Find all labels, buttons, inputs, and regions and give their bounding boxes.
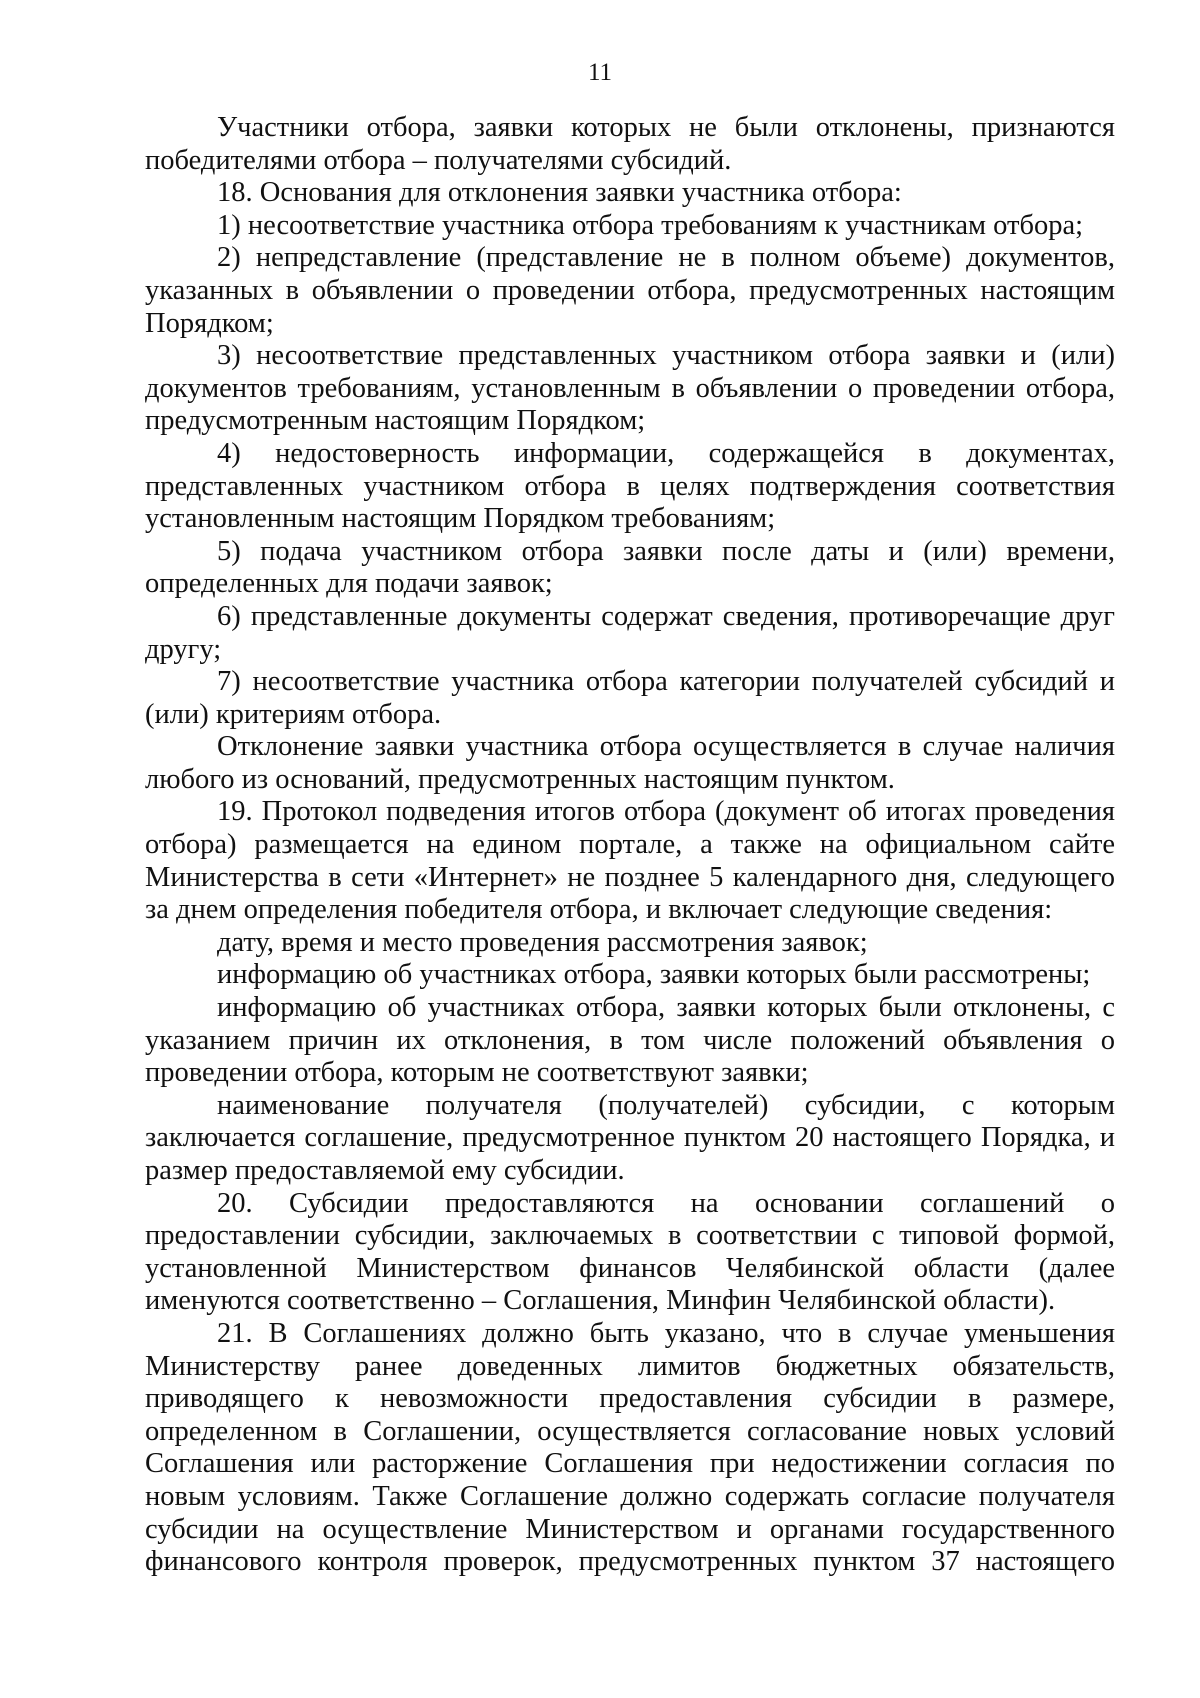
paragraph: информацию об участниках отбора, заявки которых были рассмотрены; [217, 959, 1091, 991]
paragraph: 1) несоответствие участника отбора требованиям к участникам отбора; [217, 209, 1084, 241]
paragraph: 5) подача участником отбора заявки после даты и (или) времени, определенных для подачи заявок; [145, 535, 1115, 600]
paragraph: 3) несоответствие представленных участником отбора заявки и (или) документов требованиям, установленным в объявлении о проведении отбора, предусмотренным настоящим Порядком; [145, 340, 1115, 437]
page-number: 11 [587, 59, 613, 86]
paragraph: 4) недостоверность информации, содержащейся в документах, представленных участником отбора в целях подтверждения соответствия установленным настоящим Порядком требованиям; [145, 437, 1115, 535]
paragraph: информацию об участниках отбора, заявки которых были отклонены, с указанием причин их отклонения, в том числе положений объявления о проведении отбора, которым не соответствуют заявки; [145, 992, 1115, 1089]
paragraph: Участники отбора, заявки которых не были отклонены, признаются победителями отбора – получателями субсидий. [145, 112, 1115, 176]
paragraph: 21. В Соглашениях должно быть указано, что в случае уменьшения Министерству ранее доведенных лимитов бюджетных обязательств, приводящего к невозможности предоставления субсидии в размере, определенном в Соглашении, осуществляется согласование новых условий Соглашения или расторжение Соглашения при недостижении согласия по новым условиям. Также Соглашение должно содержать согласие получателя субсидии на осуществление Министерством и органами государственного финансового контроля проверок, предусмотренных пунктом 37 настоящего [145, 1317, 1115, 1578]
paragraph: 6) представленные документы содержат сведения, противоречащие друг другу; [145, 600, 1115, 665]
paragraph: 18. Основания для отклонения заявки участника отбора: [217, 177, 902, 209]
paragraph: наименование получателя (получателей) субсидии, с которым заключается соглашение, предусмотренное пунктом 20 настоящего Порядка, и размер предоставляемой ему субсидии. [145, 1089, 1115, 1186]
paragraph: дату, время и место проведения рассмотрения заявок; [217, 926, 868, 958]
paragraph: 2) непредставление (представление не в полном объеме) документов, указанных в объявлении о проведении отбора, предусмотренных настоящим Порядком; [145, 242, 1115, 339]
document-body [145, 112, 1115, 1579]
paragraph: 19. Протокол подведения итогов отбора (документ об итогах проведения отбора) размещается на едином портале, а также на официальном сайте Министерства в сети «Интернет» не позднее 5 календарного дня, следующего за днем определения победителя отбора, и включает следующие сведения: [145, 796, 1115, 926]
paragraph: 7) несоответствие участника отбора категории получателей субсидий и (или) критериям отбора. [145, 666, 1115, 730]
paragraph: 20. Субсидии предоставляются на основании соглашений о предоставлении субсидии, заключаемых в соответствии с типовой формой, установленной Министерством финансов Челябинской области (далее именуются соответственно – Соглашения, Минфин Челябинской области). [145, 1187, 1115, 1317]
paragraph: Отклонение заявки участника отбора осуществляется в случае наличия любого из оснований, предусмотренных настоящим пунктом. [145, 731, 1115, 795]
